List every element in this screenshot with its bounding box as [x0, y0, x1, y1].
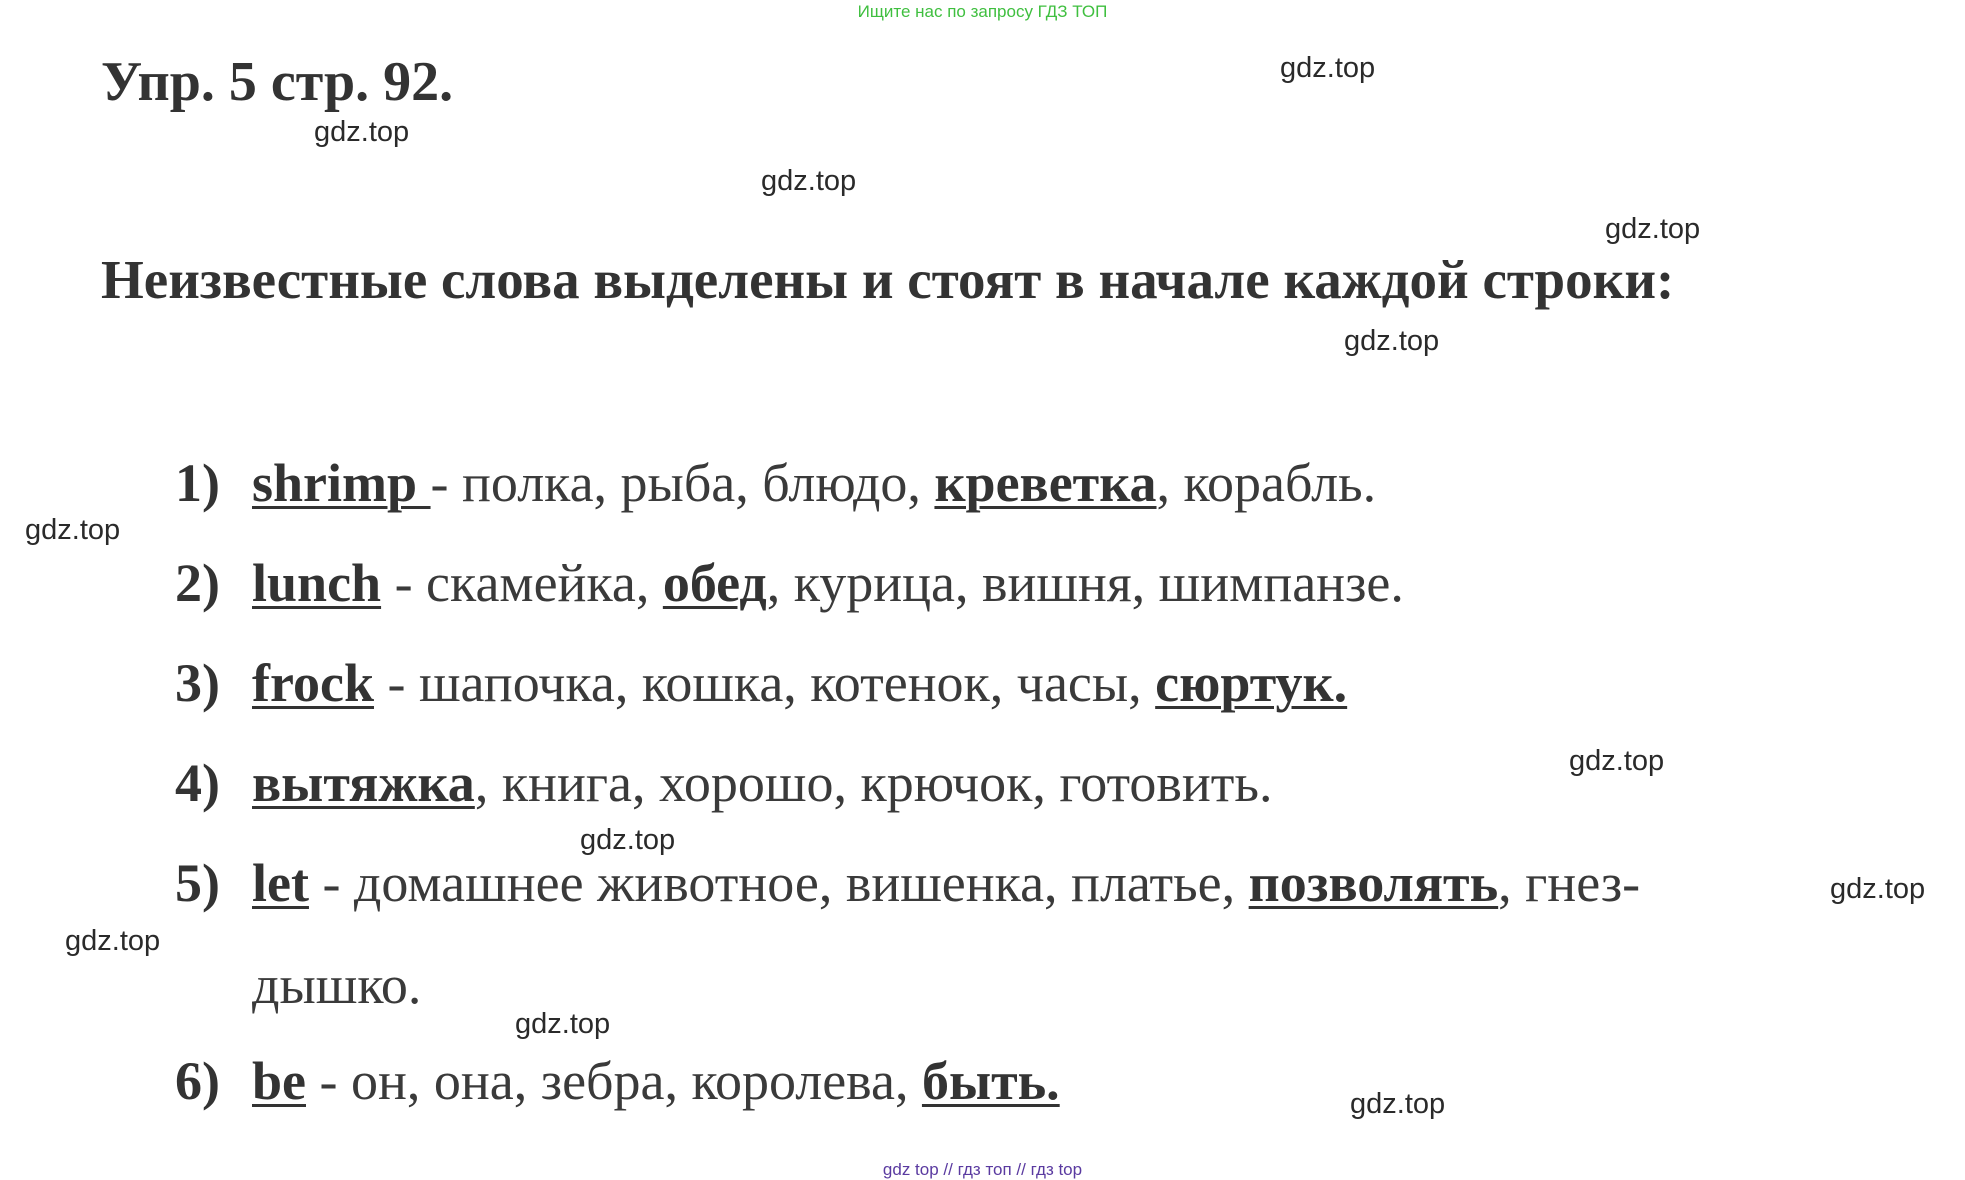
item-content — [252, 452, 1376, 514]
unknown-word: frock — [252, 653, 374, 713]
item-content — [252, 752, 1273, 814]
answer-word: сюртук. — [1155, 653, 1348, 713]
watermark: gdz.top — [65, 925, 161, 957]
unknown-word: lunch — [252, 553, 382, 613]
options-text-end: , корабль. — [1156, 453, 1377, 513]
options-text: - домашнее животное, вишенка, платье, — [308, 853, 1249, 913]
item-number: 4) — [175, 753, 220, 813]
watermark: gdz.top — [314, 116, 410, 148]
watermark: gdz.top — [1344, 325, 1440, 357]
watermark: gdz.top — [1569, 745, 1665, 777]
footer-watermark: gdz top // гдз топ // гдз top — [882, 1160, 1083, 1179]
item-number: 5) — [175, 853, 220, 913]
unknown-word: shrimp — [252, 453, 431, 513]
options-text: , книга, хорошо, крючок, готовить. — [474, 753, 1273, 813]
watermark: gdz.top — [1830, 873, 1926, 905]
unknown-word: вытяжка — [252, 753, 475, 813]
item-number: 3) — [175, 653, 220, 713]
options-text-end: , курица, вишня, шимпанзе. — [766, 553, 1404, 613]
watermark: gdz.top — [515, 1008, 611, 1040]
watermark: gdz.top — [1605, 213, 1701, 245]
watermark: gdz.top — [1350, 1088, 1446, 1120]
options-text-end: , гнез- — [1498, 853, 1641, 913]
options-text: - полка, рыба, блюдо, — [430, 453, 935, 513]
item-content — [252, 1050, 1060, 1112]
unknown-word: be — [252, 1051, 306, 1111]
item-number: 1) — [175, 453, 220, 513]
options-text: - скамейка, — [381, 553, 663, 613]
item-number: 2) — [175, 553, 220, 613]
watermark: gdz.top — [25, 514, 121, 546]
watermark: gdz.top — [1280, 52, 1376, 84]
options-text: - шапочка, кошка, котенок, часы, — [373, 653, 1156, 713]
options-text: - он, она, зебра, королева, — [306, 1051, 922, 1111]
answer-word: креветка — [934, 453, 1157, 513]
top-banner: Ищите нас по запросу ГДЗ ТОП — [857, 2, 1108, 21]
item-continuation: дышко. — [252, 955, 422, 1015]
unknown-word: let — [252, 853, 309, 913]
item-number: 6) — [175, 1051, 220, 1111]
exercise-title: Упр. 5 стр. 92. — [101, 51, 454, 113]
watermark: gdz.top — [761, 165, 857, 197]
answer-word: позволять — [1248, 853, 1499, 913]
item-content — [252, 652, 1347, 714]
instruction-heading: Неизвестные слова выделены и стоят в начале каждой строки: — [101, 249, 1675, 310]
item-content — [252, 852, 1640, 914]
watermark: gdz.top — [580, 824, 676, 856]
item-content — [252, 552, 1404, 614]
answer-word: обед — [662, 553, 767, 613]
answer-word: быть. — [921, 1051, 1060, 1111]
